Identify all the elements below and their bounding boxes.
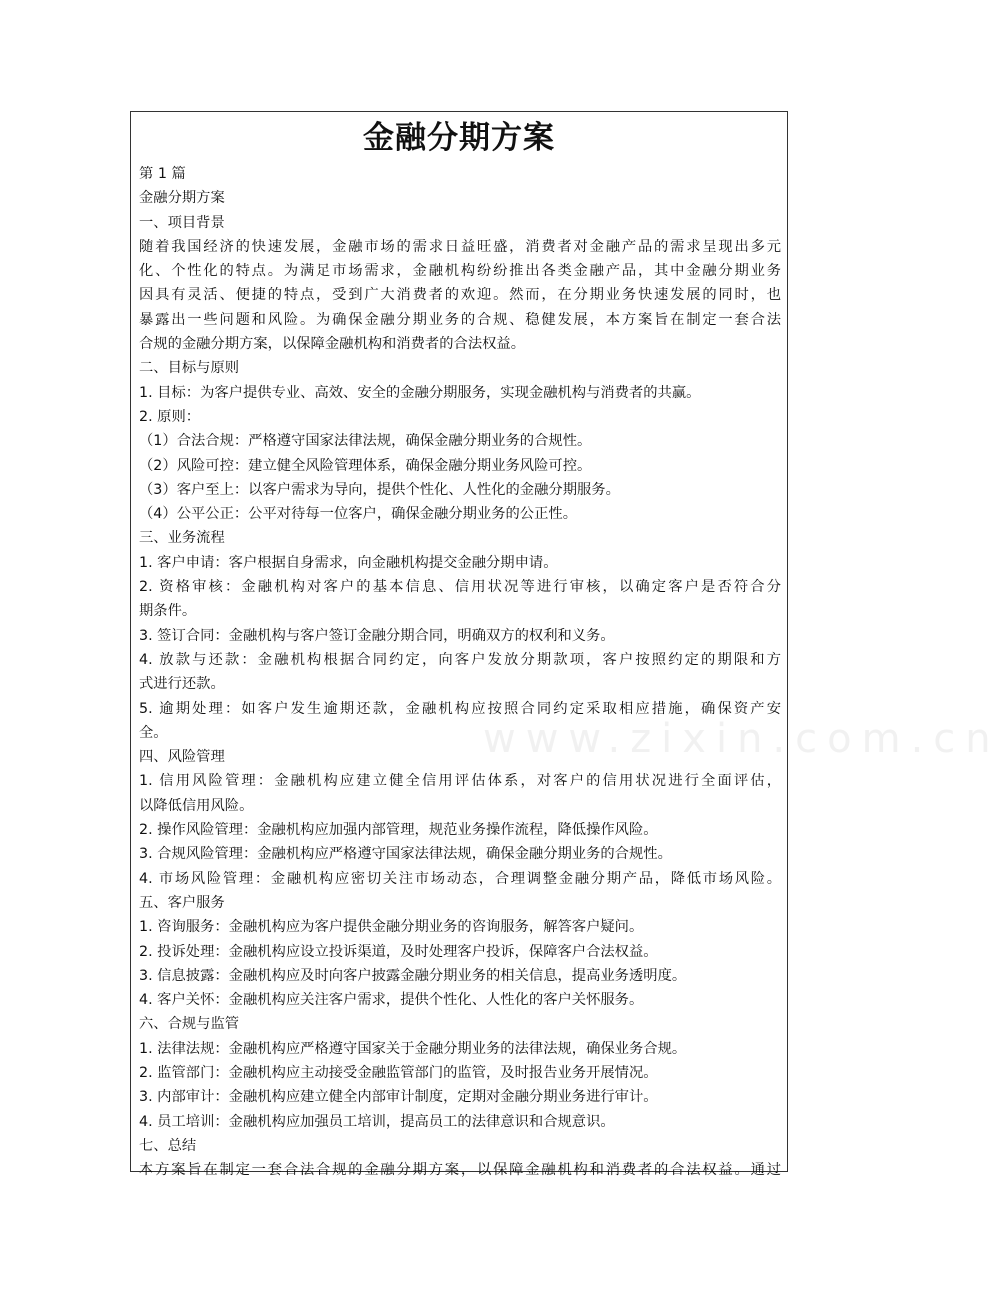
section-heading: 二、目标与原则 — [139, 360, 240, 377]
text-line: 4. 客户关怀：金融机构应关注客户需求，提供个性化、人性化的客户关怀服务。 — [139, 992, 644, 1009]
section-heading: 三、业务流程 — [139, 530, 225, 547]
text-line: 合规的金融分期方案，以保障金融机构和消费者的合法权益。 — [139, 336, 526, 353]
text-line: 3. 合规风险管理：金融机构应严格遵守国家法律法规，确保金融分期业务的合规性。 — [139, 846, 672, 863]
document-body — [139, 162, 781, 1182]
watermark: www.zixin.com.cn — [483, 716, 1001, 762]
section-heading: 四、风险管理 — [139, 749, 225, 766]
text-line: 1. 目标：为客户提供专业、高效、安全的金融分期服务，实现金融机构与消费者的共赢。 — [139, 384, 701, 401]
section-heading: 五、客户服务 — [139, 894, 225, 911]
document-frame — [130, 111, 1001, 1179]
text-line: 1. 法律法规：金融机构应严格遵守国家关于金融分期业务的法律法规，确保业务合规。 — [139, 1040, 687, 1057]
text-line: （3）客户至上：以客户需求为导向，提供个性化、人性化的金融分期服务。 — [139, 481, 620, 498]
text-line: 2. 操作风险管理：金融机构应加强内部管理，规范业务操作流程，降低操作风险。 — [139, 822, 658, 839]
text-line: 2. 资格审核：金融机构对客户的基本信息、信用状况等进行审核，以确定客户是否符合分 — [139, 579, 781, 596]
text-line: 随着我国经济的快速发展，金融市场的需求日益旺盛，消费者对金融产品的需求呈现出多元 — [139, 238, 781, 255]
text-line: 期条件。 — [139, 603, 197, 620]
document-title: 金融分期方案 — [363, 120, 555, 156]
text-line: 3. 信息披露：金融机构应及时向客户披露金融分期业务的相关信息，提高业务透明度。 — [139, 967, 687, 984]
text-line: 第 1 篇 — [139, 166, 186, 182]
text-line: 5. 逾期处理：如客户发生逾期还款，金融机构应按照合同约定采取相应措施，确保资产安 — [139, 700, 781, 717]
section-heading: 六、合规与监管 — [139, 1016, 240, 1033]
text-line: （2）风险可控：建立健全风险管理体系，确保金融分期业务风险可控。 — [139, 457, 592, 474]
text-line: 4. 员工培训：金融机构应加强员工培训，提高员工的法律意识和合规意识。 — [139, 1113, 615, 1130]
text-line: 1. 咨询服务：金融机构应为客户提供金融分期业务的咨询服务，解答客户疑问。 — [139, 919, 644, 936]
text-line: （4）公平公正：公平对待每一位客户，确保金融分期业务的公正性。 — [139, 506, 577, 523]
text-line: 3. 签订合同：金融机构与客户签订金融分期合同，明确双方的权利和义务。 — [139, 627, 615, 644]
text-line: 全。 — [139, 724, 168, 741]
text-line: 1. 客户申请：客户根据自身需求，向金融机构提交金融分期申请。 — [139, 554, 558, 571]
text-line: 2. 投诉处理：金融机构应设立投诉渠道，及时处理客户投诉，保障客户合法权益。 — [139, 943, 658, 960]
text-line: 因具有灵活、便捷的特点，受到广大消费者的欢迎。然而，在分期业务快速发展的同时，也 — [139, 287, 781, 304]
text-line: 式进行还款。 — [139, 676, 225, 693]
text-line: 以降低信用风险。 — [139, 797, 254, 814]
text-line: 4. 市场风险管理：金融机构应密切关注市场动态，合理调整金融分期产品，降低市场风险。 — [139, 870, 781, 887]
text-line: 1. 信用风险管理：金融机构应建立健全信用评估体系，对客户的信用状况进行全面评估， — [139, 773, 781, 790]
text-line: 金融分期方案 — [139, 190, 225, 207]
text-line: 化、个性化的特点。为满足市场需求，金融机构纷纷推出各类金融产品，其中金融分期业务 — [139, 263, 781, 280]
section-heading: 一、项目背景 — [139, 214, 225, 231]
text-line: 4. 放款与还款：金融机构根据合同约定，向客户发放分期款项，客户按照约定的期限和方 — [139, 651, 781, 668]
section-heading: 七、总结 — [139, 1137, 197, 1154]
text-line: 暴露出一些问题和风险。为确保金融分期业务的合规、稳健发展，本方案旨在制定一套合法 — [139, 311, 781, 328]
text-line: 2. 监管部门：金融机构应主动接受金融监管部门的监管，及时报告业务开展情况。 — [139, 1064, 658, 1081]
text-line: 3. 内部审计：金融机构应建立健全内部审计制度，定期对金融分期业务进行审计。 — [139, 1089, 658, 1106]
text-line: 本方案旨在制定一套合法合规的金融分期方案，以保障金融机构和消费者的合法权益。通过 — [139, 1162, 781, 1179]
text-line: 2. 原则： — [139, 408, 201, 425]
text-line: （1）合法合规：严格遵守国家法律法规，确保金融分期业务的合规性。 — [139, 433, 592, 450]
